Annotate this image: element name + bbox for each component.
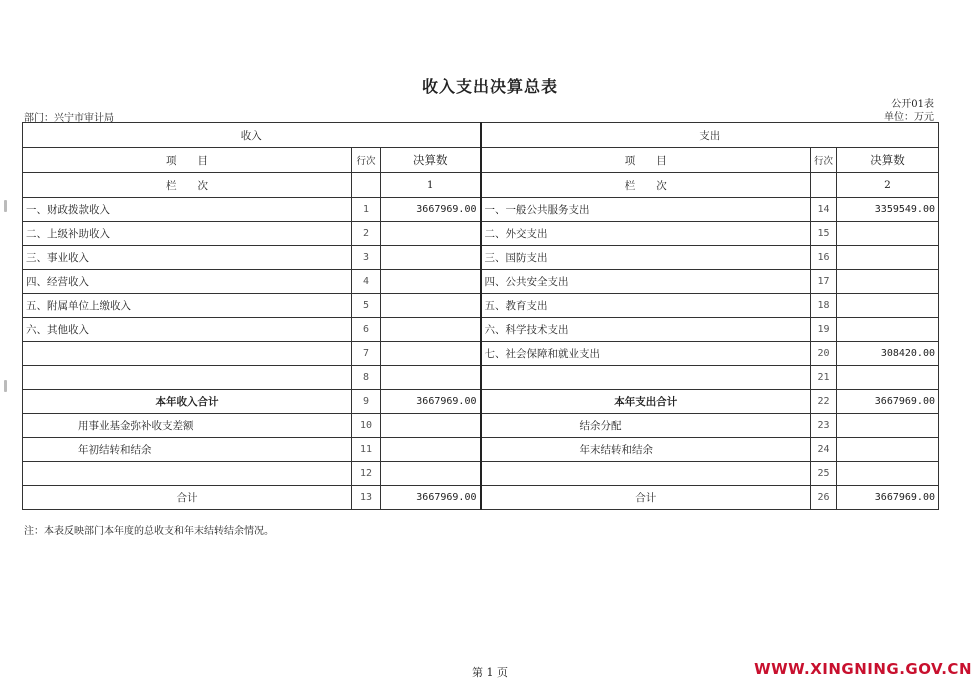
table-row bbox=[23, 342, 939, 366]
expense-amount bbox=[837, 270, 939, 294]
income-item bbox=[23, 342, 352, 366]
income-line-no: 13 bbox=[352, 486, 381, 510]
expense-line-no: 18 bbox=[811, 294, 837, 318]
expense-column-index: 2 bbox=[837, 173, 939, 198]
expense-amount bbox=[837, 222, 939, 246]
grand-total-row bbox=[23, 486, 939, 510]
table-row bbox=[23, 222, 939, 246]
expense-line-no: 20 bbox=[811, 342, 837, 366]
expense-amount: 3359549.00 bbox=[837, 198, 939, 222]
expense-column-label: 栏 次 bbox=[481, 173, 811, 198]
expense-item: 七、社会保障和就业支出 bbox=[481, 342, 811, 366]
income-line-no: 6 bbox=[352, 318, 381, 342]
table-row bbox=[23, 246, 939, 270]
income-item: 一、财政拨款收入 bbox=[23, 198, 352, 222]
expense-item-header: 项 目 bbox=[481, 148, 811, 173]
site-watermark: WWW.XINGNING.GOV.CN bbox=[754, 660, 972, 678]
table-row bbox=[23, 366, 939, 390]
income-item-header: 项 目 bbox=[23, 148, 352, 173]
column-index-row bbox=[23, 173, 939, 198]
expense-amount bbox=[837, 462, 939, 486]
expense-line-no: 15 bbox=[811, 222, 837, 246]
table-body bbox=[23, 198, 939, 510]
table-row bbox=[23, 438, 939, 462]
expense-item bbox=[481, 462, 811, 486]
income-section-header: 收入 bbox=[23, 123, 481, 148]
income-amount bbox=[381, 366, 481, 390]
table-note: 注：本表反映部门本年度的总收支和年末结转结余情况。 bbox=[24, 526, 274, 537]
expense-item: 六、科学技术支出 bbox=[481, 318, 811, 342]
income-amount bbox=[381, 462, 481, 486]
income-line-no: 10 bbox=[352, 414, 381, 438]
income-item bbox=[23, 462, 352, 486]
income-amount bbox=[381, 222, 481, 246]
expense-item: 四、公共安全支出 bbox=[481, 270, 811, 294]
department-label: 部门：兴宁市审计局 bbox=[24, 113, 114, 124]
expense-line-header: 行次 bbox=[811, 148, 837, 173]
expense-amount bbox=[837, 246, 939, 270]
income-amount bbox=[381, 318, 481, 342]
expense-amount-header: 决算数 bbox=[837, 148, 939, 173]
empty-cell bbox=[811, 173, 837, 198]
expense-line-no: 14 bbox=[811, 198, 837, 222]
income-line-no: 5 bbox=[352, 294, 381, 318]
income-year-total-label: 本年收入合计 bbox=[23, 390, 352, 414]
empty-cell bbox=[352, 173, 381, 198]
expense-section-header: 支出 bbox=[481, 123, 939, 148]
expense-amount bbox=[837, 414, 939, 438]
scan-mark bbox=[4, 200, 7, 212]
income-line-no: 9 bbox=[352, 390, 381, 414]
expense-amount: 308420.00 bbox=[837, 342, 939, 366]
income-line-no: 11 bbox=[352, 438, 381, 462]
table-row bbox=[23, 198, 939, 222]
page-number: 第 1 页 bbox=[472, 666, 508, 679]
income-amount bbox=[381, 438, 481, 462]
income-line-no: 4 bbox=[352, 270, 381, 294]
unit-label: 单位：万元 bbox=[884, 112, 934, 123]
table-row bbox=[23, 462, 939, 486]
income-item: 三、事业收入 bbox=[23, 246, 352, 270]
expense-line-no: 23 bbox=[811, 414, 837, 438]
income-item: 六、其他收入 bbox=[23, 318, 352, 342]
table-row bbox=[23, 294, 939, 318]
scan-mark bbox=[4, 380, 7, 392]
expense-amount bbox=[837, 318, 939, 342]
table-row bbox=[23, 318, 939, 342]
income-line-no: 7 bbox=[352, 342, 381, 366]
income-amount-header: 决算数 bbox=[381, 148, 481, 173]
income-grand-total-amount: 3667969.00 bbox=[381, 486, 481, 510]
income-amount bbox=[381, 342, 481, 366]
income-line-no: 12 bbox=[352, 462, 381, 486]
income-item bbox=[23, 366, 352, 390]
expense-line-no: 26 bbox=[811, 486, 837, 510]
expense-line-no: 25 bbox=[811, 462, 837, 486]
income-amount bbox=[381, 414, 481, 438]
expense-year-total-label: 本年支出合计 bbox=[481, 390, 811, 414]
income-line-no: 1 bbox=[352, 198, 381, 222]
page-title: 收入支出决算总表 bbox=[421, 77, 558, 96]
expense-item: 二、外交支出 bbox=[481, 222, 811, 246]
table-row bbox=[23, 414, 939, 438]
expense-grand-total-amount: 3667969.00 bbox=[837, 486, 939, 510]
expense-item: 一、一般公共服务支出 bbox=[481, 198, 811, 222]
expense-item: 年末结转和结余 bbox=[481, 438, 811, 462]
income-amount bbox=[381, 246, 481, 270]
income-item: 五、附属单位上缴收入 bbox=[23, 294, 352, 318]
expense-line-no: 17 bbox=[811, 270, 837, 294]
expense-amount bbox=[837, 294, 939, 318]
income-line-no: 3 bbox=[352, 246, 381, 270]
expense-line-no: 24 bbox=[811, 438, 837, 462]
expense-line-no: 16 bbox=[811, 246, 837, 270]
income-line-header: 行次 bbox=[352, 148, 381, 173]
expense-grand-total-label: 合计 bbox=[481, 486, 811, 510]
income-amount bbox=[381, 294, 481, 318]
expense-item: 三、国防支出 bbox=[481, 246, 811, 270]
expense-year-total-amount: 3667969.00 bbox=[837, 390, 939, 414]
expense-item: 五、教育支出 bbox=[481, 294, 811, 318]
income-year-total-amount: 3667969.00 bbox=[381, 390, 481, 414]
table-row bbox=[23, 270, 939, 294]
income-amount bbox=[381, 270, 481, 294]
income-column-index: 1 bbox=[381, 173, 481, 198]
year-total-row bbox=[23, 390, 939, 414]
expense-amount bbox=[837, 438, 939, 462]
expense-line-no: 21 bbox=[811, 366, 837, 390]
expense-amount bbox=[837, 366, 939, 390]
section-header-row bbox=[23, 123, 939, 148]
income-line-no: 2 bbox=[352, 222, 381, 246]
income-grand-total-label: 合计 bbox=[23, 486, 352, 510]
income-column-label: 栏 次 bbox=[23, 173, 352, 198]
form-number: 公开01表 bbox=[891, 99, 934, 110]
column-header-row bbox=[23, 148, 939, 173]
income-item: 年初结转和结余 bbox=[23, 438, 352, 462]
expense-line-no: 22 bbox=[811, 390, 837, 414]
expense-item: 结余分配 bbox=[481, 414, 811, 438]
income-item: 四、经营收入 bbox=[23, 270, 352, 294]
budget-summary-table bbox=[22, 122, 939, 510]
income-item: 二、上级补助收入 bbox=[23, 222, 352, 246]
income-amount: 3667969.00 bbox=[381, 198, 481, 222]
expense-item bbox=[481, 366, 811, 390]
expense-line-no: 19 bbox=[811, 318, 837, 342]
income-item: 用事业基金弥补收支差额 bbox=[23, 414, 352, 438]
income-line-no: 8 bbox=[352, 366, 381, 390]
